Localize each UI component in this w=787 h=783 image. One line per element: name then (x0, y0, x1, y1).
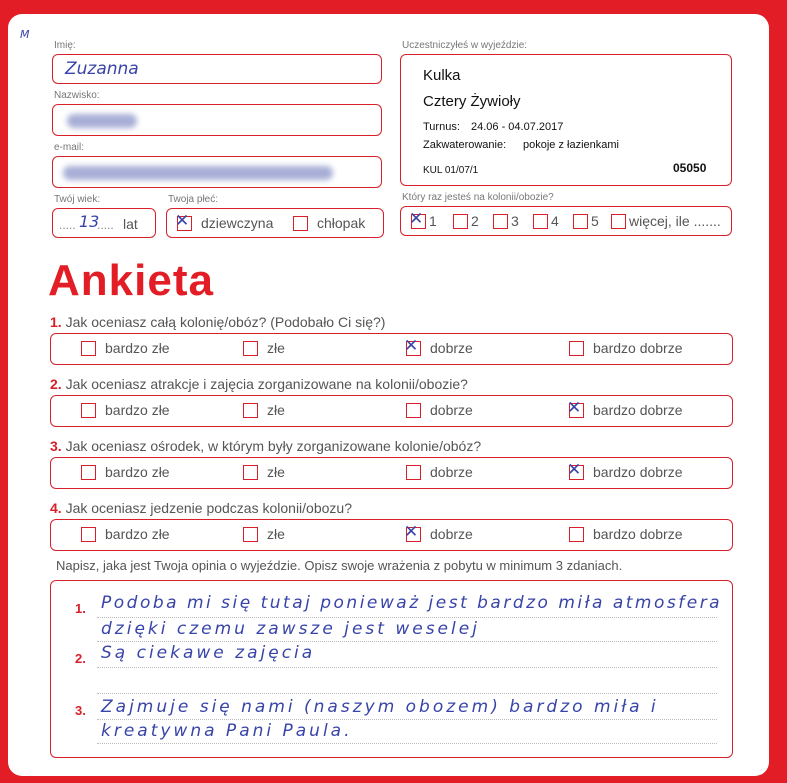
question-3-option-3-checkbox[interactable] (406, 465, 421, 480)
visit-5-label: 5 (591, 213, 599, 229)
gender-boy-label: chłopak (317, 215, 366, 231)
opinion-prompt: Napisz, jaka jest Twoja opinia o wyjeździe. Opisz swoje wrażenia z pobytu w minimum 3 zdaniach. (56, 558, 623, 573)
accommodation-value: pokoje z łazienkami (523, 139, 619, 151)
visit-field (400, 206, 732, 236)
question-1-text (50, 314, 385, 330)
name-label: Imię: (54, 40, 76, 51)
visit-label: Który raz jesteś na kolonii/obozie? (402, 192, 554, 203)
visit-2-checkbox[interactable] (453, 214, 468, 229)
opinion-text-2: dzięki czemu zawsze jest weselej (101, 619, 480, 639)
question-4-option-4-checkbox[interactable] (569, 527, 584, 542)
question-1-option-1-label: bardzo złe (105, 340, 170, 356)
email-label: e-mail: (54, 142, 85, 153)
question-4-option-2-label: złe (267, 526, 285, 542)
check-mark-icon: ✕ (567, 460, 582, 480)
check-mark-icon: ✕ (404, 522, 419, 542)
question-3-answers (50, 457, 733, 489)
trip-name: Kulka (423, 67, 461, 84)
trip-number: 05050 (673, 161, 707, 175)
question-3-option-4-label: bardzo dobrze (593, 464, 683, 480)
question-2-option-2-label: złe (267, 402, 285, 418)
visit-4-label: 4 (551, 213, 559, 229)
participation-label: Uczestniczyłeś w wyjeździe: (402, 40, 528, 51)
email-field[interactable] (52, 156, 382, 188)
question-1-option-1-checkbox[interactable] (81, 341, 96, 356)
question-2-text (50, 376, 468, 392)
visit-5-checkbox[interactable] (573, 214, 588, 229)
age-value: 13 (79, 212, 100, 231)
question-1-option-4-label: bardzo dobrze (593, 340, 683, 356)
opinion-line-4 (97, 693, 717, 694)
question-3-option-4-checkbox[interactable] (567, 460, 584, 480)
gender-girl-label: dziewczyna (201, 215, 274, 231)
question-4-option-1-checkbox[interactable] (81, 527, 96, 542)
trip-info-box (400, 54, 732, 186)
question-1-label: Jak oceniasz całą kolonię/obóz? (Podobało Ci się?) (65, 314, 386, 330)
opinion-text-1: Podoba mi się tutaj ponieważ jest bardzo miła atmosfera (101, 593, 723, 613)
name-value: Zuzanna (65, 59, 139, 79)
opinion-line-1 (97, 617, 717, 618)
opinion-number-2: 2. (75, 651, 86, 666)
question-1-option-3-checkbox[interactable] (404, 336, 421, 356)
visit-1-label: 1 (429, 213, 437, 229)
visit-more-label: więcej, ile ....... (629, 213, 721, 229)
accommodation-label: Zakwaterowanie: (423, 139, 507, 151)
question-2-option-2-checkbox[interactable] (243, 403, 258, 418)
question-4-option-1-label: bardzo złe (105, 526, 170, 542)
check-mark-icon: ✕ (404, 336, 419, 356)
question-4-option-4-label: bardzo dobrze (593, 526, 683, 542)
gender-label: Twoja płeć: (168, 194, 219, 205)
question-2-label: Jak oceniasz atrakcje i zajęcia zorganizowane na kolonii/obozie? (65, 376, 468, 392)
question-3-option-1-checkbox[interactable] (81, 465, 96, 480)
question-2-option-4-label: bardzo dobrze (593, 402, 683, 418)
opinion-line-3 (97, 667, 717, 668)
trip-code: KUL 01/07/1 (423, 165, 479, 176)
question-1-answers (50, 333, 733, 365)
opinion-line-2 (97, 641, 717, 642)
visit-3-label: 3 (511, 213, 519, 229)
surname-redacted (67, 114, 137, 128)
age-field[interactable] (52, 208, 156, 238)
age-dots-2: ..... (97, 218, 114, 232)
question-1-option-2-label: złe (267, 340, 285, 356)
survey-title: Ankieta (48, 256, 214, 305)
question-3-option-2-checkbox[interactable] (243, 465, 258, 480)
visit-2-label: 2 (471, 213, 479, 229)
opinion-text-5: kreatywna Pani Paula. (101, 721, 353, 741)
opinion-box[interactable] (50, 580, 733, 758)
question-3-option-2-label: złe (267, 464, 285, 480)
question-4-number: 4. (50, 500, 62, 516)
question-4-option-3-label: dobrze (430, 526, 473, 542)
question-2-option-3-label: dobrze (430, 402, 473, 418)
age-label: Twój wiek: (54, 194, 101, 205)
age-dots: ..... (59, 218, 76, 232)
question-1-number: 1. (50, 314, 62, 330)
visit-3-checkbox[interactable] (493, 214, 508, 229)
opinion-line-5 (97, 719, 717, 720)
surname-field[interactable] (52, 104, 382, 136)
visit-1-checkbox[interactable]: ✕ (411, 214, 426, 229)
form-sheet (8, 14, 769, 776)
question-3-text (50, 438, 481, 454)
turnus-label: Turnus: (423, 121, 460, 133)
opinion-line-6 (97, 743, 717, 744)
opinion-number-3: 3. (75, 703, 86, 718)
visit-more-checkbox[interactable] (611, 214, 626, 229)
opinion-text-4: Zajmuje się nami (naszym obozem) bardzo miła i (101, 697, 659, 717)
turnus-value: 24.06 - 04.07.2017 (471, 121, 564, 133)
question-1-option-2-checkbox[interactable] (243, 341, 258, 356)
question-4-option-3-checkbox[interactable] (404, 522, 421, 542)
question-2-answers (50, 395, 733, 427)
question-2-option-3-checkbox[interactable] (406, 403, 421, 418)
question-4-answers (50, 519, 733, 551)
question-2-option-1-label: bardzo złe (105, 402, 170, 418)
gender-boy-checkbox[interactable] (293, 216, 308, 231)
question-3-number: 3. (50, 438, 62, 454)
question-3-option-1-label: bardzo złe (105, 464, 170, 480)
question-1-option-3-label: dobrze (430, 340, 473, 356)
gender-girl-checkbox[interactable]: ✕ (177, 216, 192, 231)
surname-label: Nazwisko: (54, 90, 100, 101)
question-4-option-2-checkbox[interactable] (243, 527, 258, 542)
opinion-number-1: 1. (75, 601, 86, 616)
corner-mark: M (20, 28, 30, 41)
question-2-number: 2. (50, 376, 62, 392)
email-redacted (63, 166, 333, 180)
name-field[interactable] (52, 54, 382, 84)
visit-4-checkbox[interactable] (533, 214, 548, 229)
opinion-text-3: Są ciekawe zajęcia (101, 643, 316, 663)
question-4-label: Jak oceniasz jedzenie podczas kolonii/obozu? (65, 500, 352, 516)
question-1-option-4-checkbox[interactable] (569, 341, 584, 356)
question-3-option-3-label: dobrze (430, 464, 473, 480)
question-2-option-4-checkbox[interactable] (567, 398, 584, 418)
age-unit: lat (123, 216, 138, 232)
question-4-text (50, 500, 352, 516)
gender-field (166, 208, 384, 238)
trip-program: Cztery Żywioły (423, 93, 521, 110)
question-3-label: Jak oceniasz ośrodek, w którym były zorganizowane kolonie/obóz? (65, 438, 482, 454)
check-mark-icon: ✕ (567, 398, 582, 418)
question-2-option-1-checkbox[interactable] (81, 403, 96, 418)
